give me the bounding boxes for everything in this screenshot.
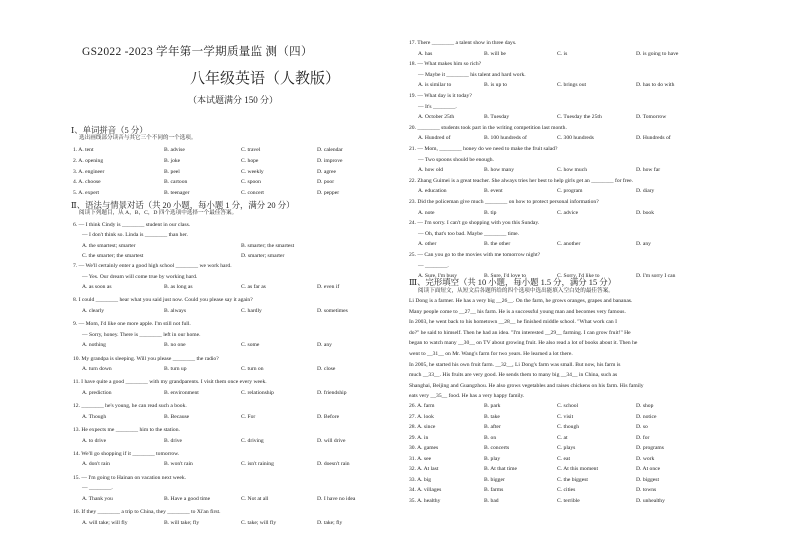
phonetic-option: 3. A. engineer — [73, 168, 105, 175]
answer-option: A. has — [418, 50, 433, 57]
answer-option: D. I have no idea — [317, 495, 356, 502]
answer-option: C. driving — [241, 437, 264, 444]
answer-option: B. event — [484, 188, 503, 195]
cloze-option: D. work — [636, 455, 655, 462]
section-desc: 阅读下面短文，从短文后各题所给的四个选项中选出能填入空白处的最佳答案。 — [418, 288, 614, 294]
passage-line: Li Dong is a farmer. He has a very big __26__. On the farm, he grows oranges, grapes and bananas. — [409, 298, 633, 304]
answer-option: B. won't rain — [164, 461, 193, 468]
passage-line: eats very __35__ food. He has a very happy family. — [409, 393, 525, 400]
question: 15. — I'm going to Hainan on vacation next week. — [73, 475, 187, 481]
cloze-option: 27. A. look — [409, 413, 434, 420]
phonetic-option: D. poor — [317, 179, 335, 186]
answer-option: B. will be — [484, 50, 506, 57]
cloze-option: B. bigger — [484, 476, 505, 483]
answer-option: A. clearly — [82, 307, 105, 314]
phonetic-option: D. calendar — [317, 147, 343, 153]
answer-option: A. as soon as — [82, 283, 112, 290]
phonetic-option: B. joke — [164, 157, 181, 164]
cloze-option: C. school — [557, 403, 579, 409]
phonetic-option: D. improve — [317, 157, 343, 164]
cloze-option: B. concerts — [484, 445, 510, 451]
phonetic-option: C. concert — [241, 190, 264, 197]
answer-option: B. Have a good time — [164, 495, 211, 502]
answer-option: D. Before — [317, 413, 340, 420]
answer-option: A. to drive — [82, 437, 107, 444]
answer-option: C. how much — [557, 167, 587, 174]
cloze-option: C. plays — [557, 445, 576, 451]
question: 22. Zhang Guimei is a great teacher. She always tries her best to help girls get an ________ for free. — [409, 177, 633, 184]
question: 16. If they ________ a trip to China, they ________ to Xi'an first. — [73, 509, 221, 516]
answer-option: B. 100 hundreds of — [484, 135, 527, 142]
answer-option: A. Hundred of — [418, 135, 451, 142]
question-line: — ________. — [418, 262, 449, 269]
answer-option: C. turn on — [241, 365, 264, 372]
answer-option: C. Not at all — [241, 495, 269, 502]
question: 18. — What makes him so rich? — [409, 61, 482, 68]
cloze-option: 29. A. in — [409, 434, 429, 441]
phonetic-option: B. teenager — [164, 190, 190, 197]
option: A. the smartest; smarter — [82, 242, 136, 249]
answer-option: D. friendship — [317, 389, 347, 396]
phonetic-option: 4. A. choose — [73, 179, 101, 186]
cloze-option: C. terrible — [557, 497, 580, 504]
cloze-option: B. farms — [484, 487, 504, 493]
answer-option: C. as far as — [241, 283, 266, 290]
question-line: — I don't think so. Linda is ________ than her. — [82, 232, 188, 239]
phonetic-option: B. peel — [164, 168, 180, 175]
phonetic-option: C. spoon — [241, 179, 261, 186]
question: 23. Did the policeman give much ________ on how to protect personal information? — [409, 199, 599, 205]
passage-line: began to watch many __30__ on TV about growing fruit. He also read a lot of books about it. Then he — [409, 340, 638, 347]
answer-option: A. is similar to — [418, 82, 452, 89]
cloze-option: D. At once — [636, 466, 661, 472]
question: 14. We'll go shopping if it ________ tomorrow. — [73, 451, 180, 458]
answer-option: B. always — [164, 307, 187, 314]
answer-option: C. 300 hundreds — [557, 135, 594, 142]
cloze-option: D. programs — [636, 445, 664, 451]
answer-option: D. diary — [636, 188, 655, 195]
answer-option: D. has to do with — [636, 82, 675, 89]
passage-line: Shanghai, Beijing and Guangzhou. He also grows vegetables and raises chickens on his farm. His family — [409, 382, 644, 389]
passage-line: do?" he said to himself. Then he had an idea. "I'm interested __29__ farming. I can grow fruit!" He — [409, 329, 631, 336]
answer-option: B. tip — [484, 209, 497, 216]
cloze-option: B. on — [484, 434, 497, 441]
answer-option: A. will take; will fly — [82, 519, 128, 526]
passage-line: much __33__. His fruits are very good. He sends them to many big __34__ in China, such as — [409, 372, 618, 379]
cloze-option: 35. A. healthy — [409, 497, 441, 504]
cloze-option: 32. A. At last — [409, 466, 439, 472]
section-title: Ⅲ、完形填空（共 10 小题，每小题 1.5 分，满分 15 分） — [409, 278, 616, 287]
answer-option: C. brings out — [557, 82, 587, 89]
cloze-option: C. visit — [557, 413, 574, 420]
answer-option: C. Tuesday the 25th — [557, 114, 602, 121]
answer-option: D. take; fly — [317, 519, 343, 526]
answer-option: D. any — [317, 341, 332, 348]
cloze-option: B. park — [484, 403, 501, 409]
answer-option: A. turn down — [82, 365, 112, 372]
question-line: — Two spoons should be enough. — [418, 156, 494, 163]
answer-option: C. advice — [557, 209, 579, 216]
question-line: — Yes. Our dream will come true by working hard. — [82, 273, 198, 280]
cloze-option: C. the biggest — [557, 476, 588, 483]
question: 7. — We'll certainly enter a good high school ________ we work hard. — [73, 263, 232, 270]
answer-option: A. other — [418, 241, 437, 248]
answer-option: C. another — [557, 241, 581, 248]
cloze-option: B. after — [484, 424, 501, 430]
passage-line: Many people come to __27__ his farm. He is a successful young man and becomes very famous. — [409, 308, 626, 315]
phonetic-option: 5. A. expert — [73, 190, 100, 197]
exam-code: GS2022 -2023 学年第一学期质量监 测（四） — [82, 46, 313, 58]
answer-option: D. how far — [636, 167, 661, 174]
passage-line: In 2003, he went back to his hometown __28__ he finished middle school. "What work can I — [409, 319, 617, 326]
answer-option: B. will take; fly — [164, 519, 200, 526]
cloze-option: D. biggest — [636, 476, 659, 483]
answer-option: B. Tuesday — [484, 114, 510, 121]
cloze-option: 28. A. since — [409, 424, 436, 430]
option: C. the smarter; the smartest — [82, 252, 144, 259]
answer-option: C. is — [557, 50, 568, 57]
question: 21. — Mom, ________ honey do we need to make the fruit salad? — [409, 146, 558, 152]
answer-option: B. how many — [484, 167, 514, 174]
cloze-option: 34. A. villages — [409, 487, 442, 493]
answer-option: B. drive — [164, 437, 183, 444]
answer-option: A. how old — [418, 167, 444, 174]
cloze-option: 33. A. big — [409, 476, 432, 483]
answer-option: C. relationship — [241, 389, 274, 396]
answer-option: A. October 25th — [418, 114, 455, 121]
answer-option: D. any — [636, 241, 651, 248]
answer-option: D. Hundreds of — [636, 135, 671, 142]
answer-option: B. environment — [164, 389, 199, 396]
cloze-option: D. so — [636, 424, 648, 430]
cloze-option: C. though — [557, 424, 580, 430]
answer-option: D. I'm sorry I can — [636, 273, 676, 280]
answer-option: C. take; will fly — [241, 519, 277, 526]
option: B. smarter; the smartest — [241, 242, 295, 249]
answer-option: A. education — [418, 188, 447, 195]
answer-option: D. doesn't rain — [317, 461, 350, 468]
answer-option: D. book — [636, 209, 655, 216]
answer-option: C. For — [241, 413, 256, 420]
question: 12. ________ he's young, he can read such a book. — [73, 403, 187, 410]
answer-option: B. the other — [484, 241, 511, 248]
phonetic-option: C. hope — [241, 157, 259, 164]
answer-option: D. Tomorrow — [636, 114, 667, 121]
answer-option: D. is going to have — [636, 50, 679, 57]
cloze-option: B. At that time — [484, 466, 517, 472]
question: 6. — I think Cindy is ________ student in our class. — [73, 222, 191, 228]
answer-option: A. note — [418, 209, 435, 216]
passage-line: went to __31__ on Mr. Wang's farm for two years. He learned a lot there. — [409, 351, 573, 357]
cloze-option: 30. A. games — [409, 445, 439, 451]
answer-option: B. no one — [164, 341, 186, 348]
cloze-option: D. shop — [636, 403, 654, 409]
question: 8. I could ________ hear what you said just now. Could you please say it again? — [73, 297, 253, 304]
answer-option: B. is up to — [484, 82, 508, 89]
section-title: Ⅰ、单词拼音（5 分） — [71, 126, 148, 135]
phonetic-option: C. travel — [241, 147, 261, 153]
cloze-option: B. take — [484, 413, 500, 420]
exam-note: （本试题满分 150 分） — [188, 95, 279, 105]
section-desc: 阅读下列题目，从 A，B，C，D 四个选项中选择一个最佳答案。 — [79, 210, 238, 216]
cloze-option: D. towns — [636, 487, 657, 493]
answer-option: C. Sorry, I'd like to — [557, 273, 600, 280]
answer-option: A. Thank you — [82, 495, 113, 502]
question: 19. — What day is it today? — [409, 93, 472, 99]
answer-option: C. program — [557, 188, 583, 195]
cloze-option: D. for — [636, 434, 650, 441]
answer-option: A. don't rain — [82, 461, 110, 468]
phonetic-option: D. agree — [317, 168, 336, 175]
exam-title: 八年级英语（人教版） — [190, 69, 341, 87]
cloze-option: B. bad — [484, 497, 499, 504]
phonetic-option: D. pepper — [317, 190, 340, 197]
option: D. smarter; smarter — [241, 252, 285, 259]
answer-option: B. as long as — [164, 283, 193, 290]
question: 13. He expects me ________ him to the station. — [73, 427, 180, 434]
section-desc: 选出画线部分读音与其它三个不同的一个选项。 — [79, 135, 197, 141]
question: 10. My grandpa is sleeping. Will you please ________ the radio? — [73, 355, 219, 362]
question-line: — Sorry, honey. There is ________ left in our home. — [82, 331, 201, 338]
answer-option: D. sometimes — [317, 307, 348, 314]
answer-option: B. Because — [164, 413, 190, 420]
phonetic-option: B. advise — [164, 147, 185, 153]
answer-option: B. turn up — [164, 365, 187, 372]
question-line: — ________. — [82, 485, 113, 492]
question: 9. — Mom, I'd like one more apple. I'm still not full. — [73, 321, 191, 328]
answer-option: C. some — [241, 341, 260, 348]
question: 11. I have quite a good ________ with my grandparents. I visit them once every week. — [73, 379, 267, 386]
question-line: — Oh, that's too bad. Maybe ________ time. — [418, 230, 520, 237]
question: 20. ________ students took part in the writing competition last month. — [409, 124, 567, 131]
question-line: — Maybe it ________ his talent and hard work. — [418, 71, 526, 78]
cloze-option: B. play — [484, 455, 501, 462]
answer-option: A. Sure, I'm busy — [418, 273, 458, 280]
question: 24. — I'm sorry. I can't go shopping with you this Sunday. — [409, 220, 540, 227]
answer-option: B. Sure, I'd love to — [484, 273, 527, 280]
cloze-option: C. cities — [557, 487, 576, 493]
phonetic-option: 1. A. tent — [73, 147, 94, 153]
question: 17. There ________ a talent show in three days. — [409, 40, 517, 46]
question: 25. — Can you go to the movies with me tomorrow night? — [409, 252, 541, 258]
phonetic-option: 2. A. opening — [73, 157, 104, 164]
answer-option: D. close — [317, 365, 336, 372]
answer-option: D. will drive — [317, 437, 346, 444]
answer-option: C. isn't raining — [241, 461, 274, 468]
answer-option: A. nothing — [82, 341, 106, 348]
cloze-option: D. unhealthy — [636, 497, 665, 504]
phonetic-option: C. weekly — [241, 168, 264, 175]
cloze-option: C. at — [557, 434, 568, 441]
passage-line: In 2005, he started his own fruit farm. __32__, Li Dong's farm was small. But now, his farm is — [409, 361, 621, 368]
question-line: — It's ________. — [418, 103, 457, 110]
cloze-option: 31. A. see — [409, 455, 432, 462]
section-title: Ⅱ、语法与情景对话（共 20 小题，每小题 1 分，满分 20 分） — [71, 201, 295, 210]
answer-option: D. even if — [317, 283, 340, 290]
cloze-option: 26. A. farm — [409, 403, 435, 409]
answer-option: A. prediction — [82, 389, 112, 396]
cloze-option: D. notice — [636, 413, 657, 420]
answer-option: C. hardly — [241, 307, 262, 314]
answer-option: A. Though — [82, 413, 107, 420]
cloze-option: C. At this moment — [557, 466, 599, 472]
cloze-option: C. eat — [557, 455, 571, 462]
phonetic-option: B. cartoon — [164, 179, 188, 186]
